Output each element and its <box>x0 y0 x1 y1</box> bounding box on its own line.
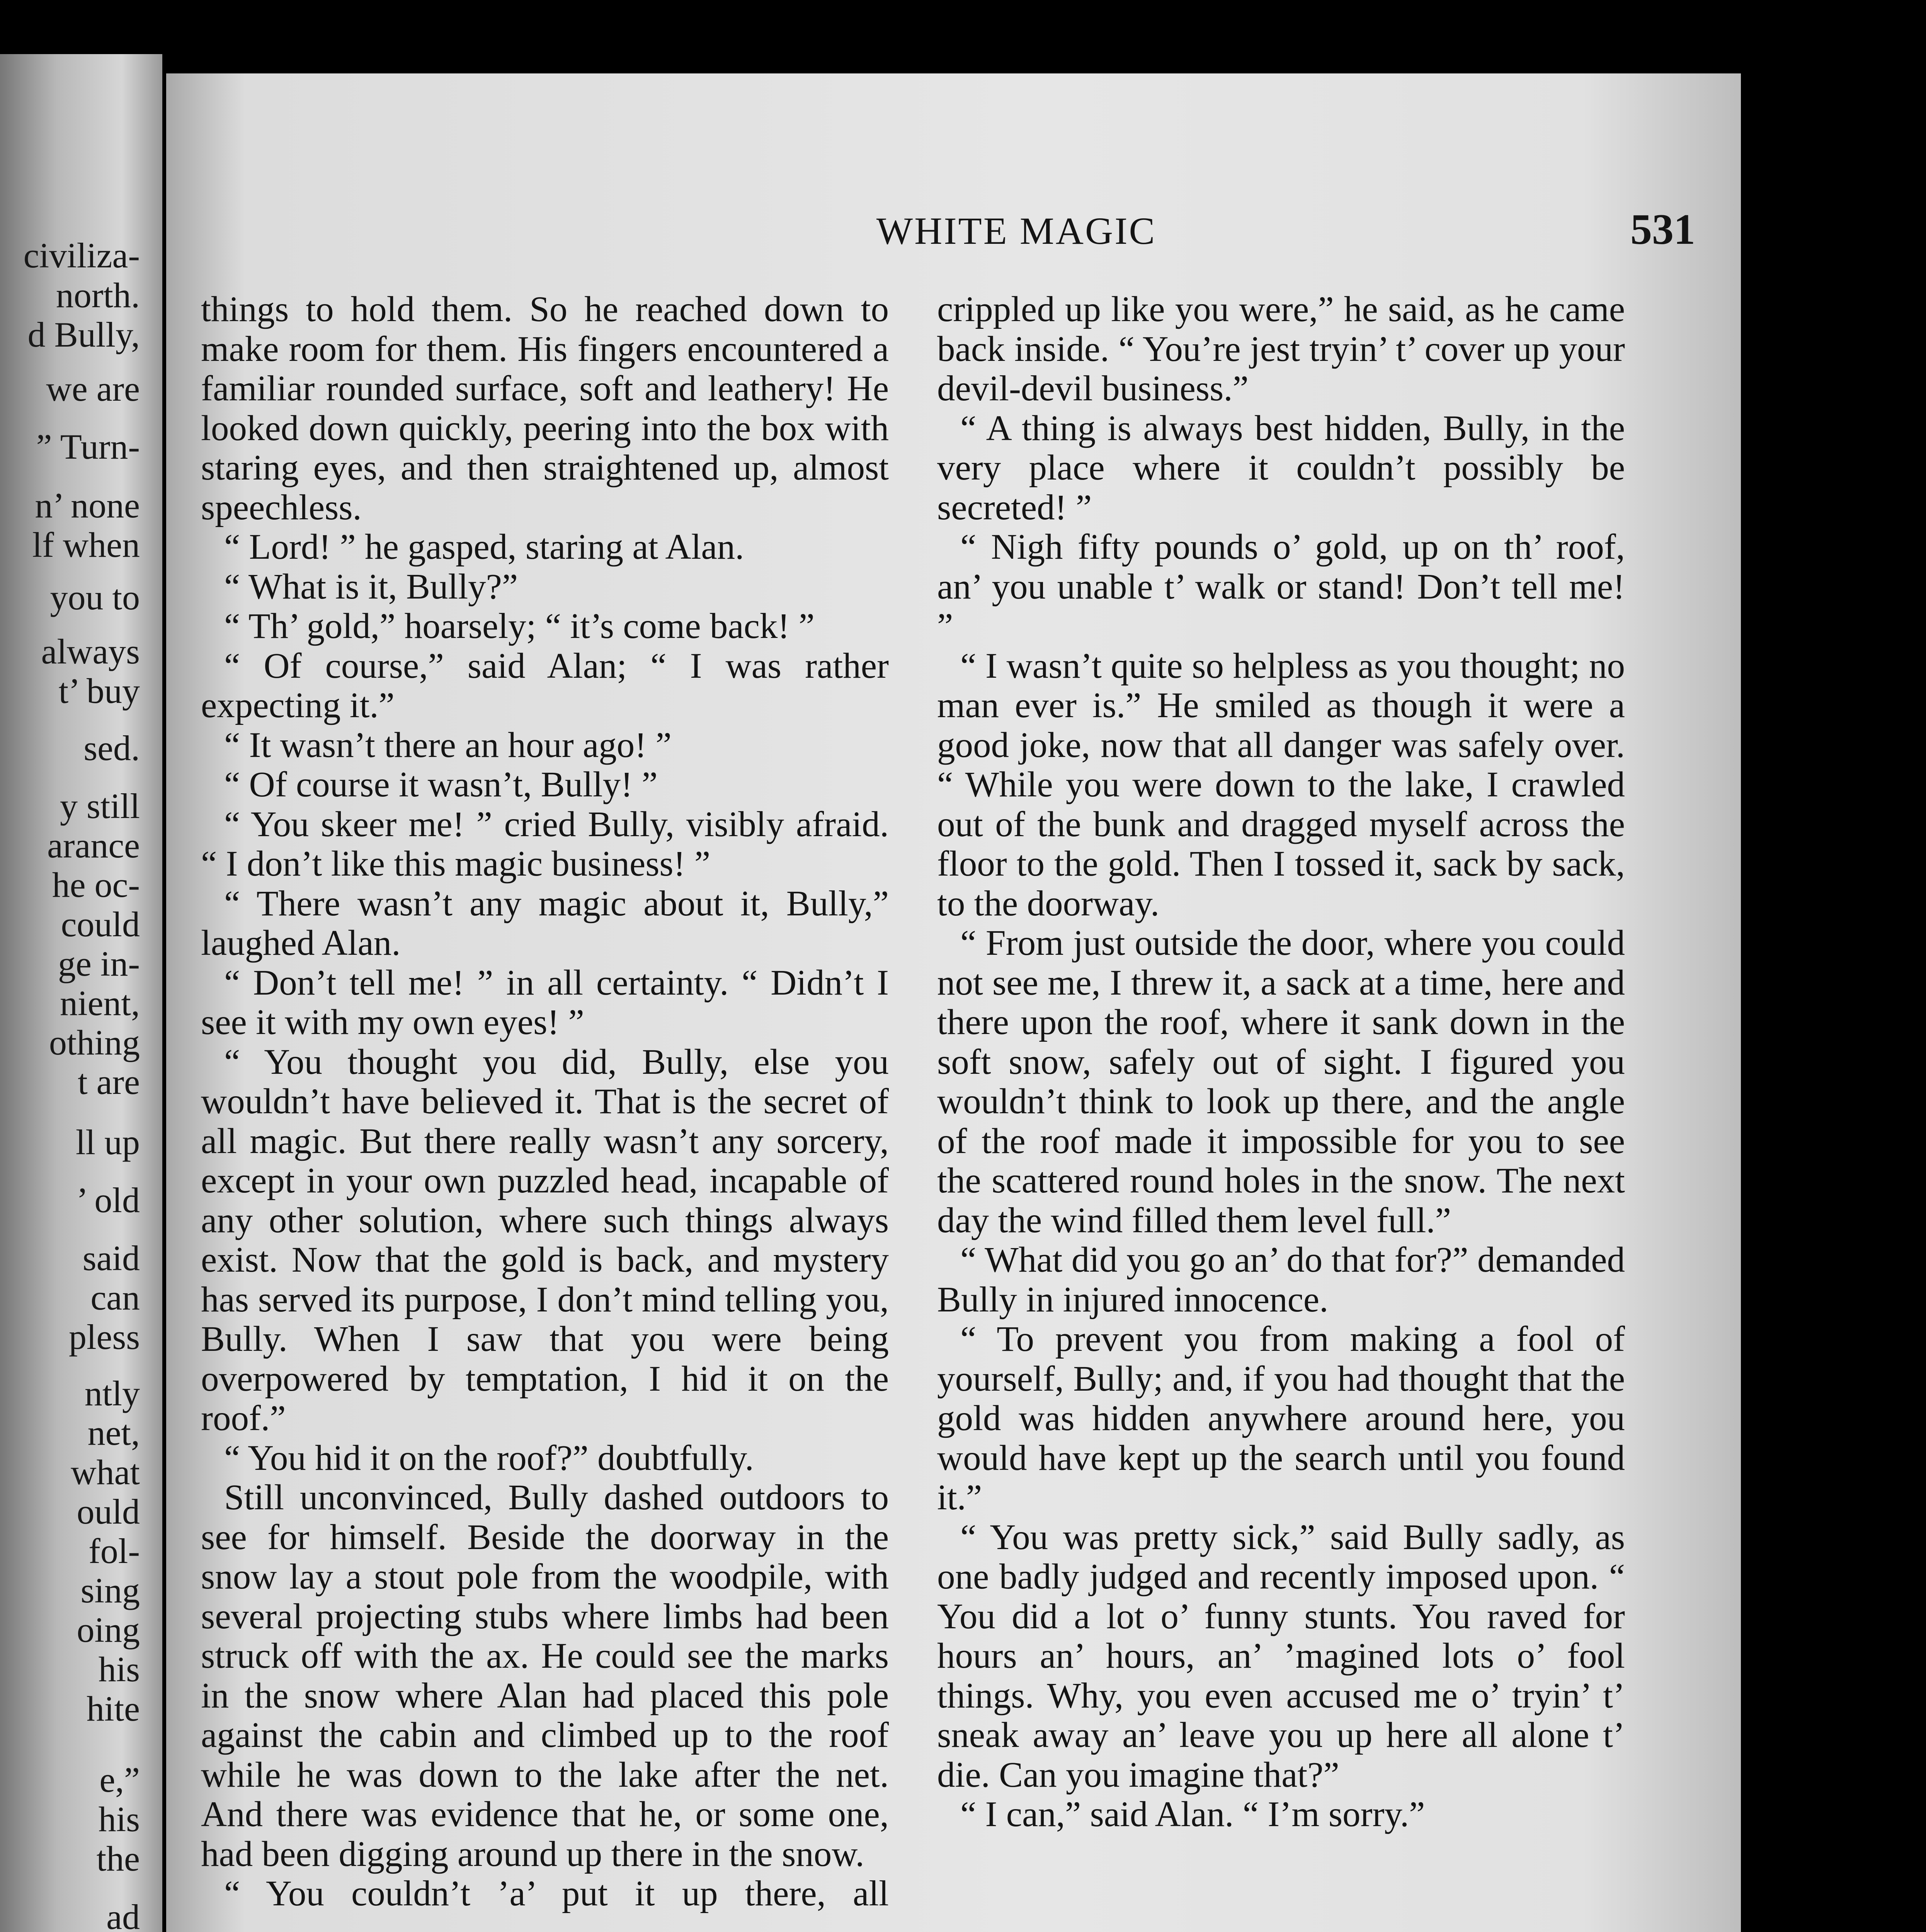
adjacent-page-text-fragment: his <box>98 1799 140 1839</box>
story-paragraph: things to hold them. So he reached down to make room for them. His fingers encountered a familiar rounded surface, soft and leathery! He looked down quickly, peering into the box with staring eyes, and then straightened up, almost speechless. <box>201 289 889 527</box>
adjacent-page-text-fragment: ad <box>106 1897 140 1932</box>
adjacent-page-text-fragment: ge in- <box>58 944 140 983</box>
story-paragraph: “ There wasn’t any magic about it, Bully,” laughed Alan. <box>201 883 889 963</box>
adjacent-page-text-fragment: could <box>61 905 140 944</box>
story-paragraph: “ To prevent you from making a fool of yourself, Bully; and, if you had thought that the gold was hidden anywhere around here, you would have kept up the search until you found it.” <box>937 1319 1625 1517</box>
magazine-page <box>166 73 1741 1932</box>
running-head: WHITE MAGIC <box>876 209 1157 252</box>
story-paragraph: “ You was pretty sick,” said Bully sadly, as one badly judged and recently imposed upon. “ You did a lot o’ funny stunts. You raved for hours an’ hours, an’ ’magined lots o’ fool things. Why, you even accused me o’ tryin’ t’ sneak away an’ leave you up here all alone t’ die. Can you imagine that?” <box>937 1517 1625 1795</box>
adjacent-page-text-fragment: n’ none <box>35 486 140 525</box>
adjacent-page-text-fragment: he oc- <box>52 865 140 905</box>
story-paragraph: crippled up like you were,” he said, as he came back inside. “ You’re jest tryin’ t’ cover up your devil-devil business.” <box>937 289 1625 408</box>
adjacent-page-strip <box>0 54 162 1932</box>
adjacent-page-text-fragment: pless <box>69 1317 140 1357</box>
story-paragraph: “ Don’t tell me! ” in all certainty. “ Didn’t I see it with my own eyes! ” <box>201 963 889 1042</box>
story-paragraph: “ What did you go an’ do that for?” demanded Bully in injured innocence. <box>937 1240 1625 1320</box>
adjacent-page-text-fragment: ntly <box>84 1374 140 1413</box>
adjacent-page-text-fragment: civiliza- <box>23 236 140 275</box>
story-column-left <box>201 290 889 1914</box>
adjacent-page-text-fragment: lf when <box>32 525 140 565</box>
adjacent-page-text-fragment: always <box>41 632 140 671</box>
story-paragraph: “ Nigh fifty pounds o’ gold, up on th’ roof, an’ you unable t’ walk or stand! Don’t tell me! ” <box>937 527 1625 646</box>
adjacent-page-text-fragment: ” Turn- <box>36 427 140 466</box>
adjacent-page-text-fragment: sed. <box>83 728 140 768</box>
adjacent-page-text-fragment: net, <box>87 1413 140 1452</box>
adjacent-page-text-fragment: his <box>98 1650 140 1689</box>
adjacent-page-text-fragment: arance <box>47 826 140 865</box>
story-paragraph: “ From just outside the door, where you could not see me, I threw it, a sack at a time, here and there upon the roof, where it sank down in the soft snow, safely out of sight. I figured you wouldn’t think to look up there, and the angle of the roof made it impossible for you to see the scattered round holes in the snow. The next day the wind filled them level full.” <box>937 923 1625 1240</box>
story-paragraph: “ I can,” said Alan. “ I’m sorry.” <box>960 1794 1425 1834</box>
story-paragraph: “ It wasn’t there an hour ago! ” <box>224 725 672 765</box>
adjacent-page-text-fragment: you to <box>50 578 140 617</box>
adjacent-page-text-fragment: ould <box>77 1492 140 1531</box>
adjacent-page-text-fragment: can <box>90 1278 140 1317</box>
story-paragraph: “ Th’ gold,” hoarsely; “ it’s come back! ” <box>224 606 815 646</box>
adjacent-page-text-fragment: sing <box>80 1571 140 1610</box>
story-paragraph: “ Lord! ” he gasped, staring at Alan. <box>224 527 744 567</box>
story-paragraph: Still unconvinced, Bully dashed outdoors to see for himself. Beside the doorway in the snow lay a stout pole from the woodpile, with several projecting stubs where limbs had been struck off with the ax. He could see the marks in the snow where Alan had placed this pole against the cabin and climbed up to the roof while he was down to the lake after the net. And there was evidence that he, or some one, had been digging around up there in the snow. <box>201 1478 889 1874</box>
adjacent-page-text-fragment: north. <box>56 276 140 315</box>
story-paragraph: “ I wasn’t quite so helpless as you thought; no man ever is.” He smiled as though it were a good joke, now that all danger was safely over. “ While you were down to the lake, I crawled out of the bunk and dragged myself across the floor to the gold. Then I tossed it, sack by sack, to the doorway. <box>937 646 1625 923</box>
page-number: 531 <box>1630 206 1695 253</box>
story-paragraph: “ You hid it on the roof?” doubtfully. <box>224 1438 754 1478</box>
story-paragraph: “ Of course,” said Alan; “ I was rather expecting it.” <box>201 646 889 725</box>
adjacent-page-text-fragment: d Bully, <box>27 315 140 354</box>
adjacent-page-text-fragment: the <box>96 1839 140 1878</box>
story-paragraph: “ You couldn’t ’a’ put it up there, all <box>224 1874 889 1913</box>
adjacent-page-text-fragment: e,” <box>99 1760 140 1799</box>
adjacent-page-text-fragment: y still <box>60 786 140 826</box>
adjacent-page-text-fragment: we are <box>46 369 140 408</box>
story-paragraph: “ What is it, Bully?” <box>224 566 518 607</box>
adjacent-page-text-fragment: said <box>82 1238 140 1278</box>
story-paragraph: “ You thought you did, Bully, else you wouldn’t have believed it. That is the secret of all magic. But there really wasn’t any sorcery, except in your own puzzled head, incapable of any other solution, where such things always exist. Now that the gold is back, and mystery has served its purpose, I don’t mind telling you, Bully. When I saw that you were being overpowered by temptation, I hid it on the roof.” <box>201 1042 889 1438</box>
adjacent-page-text-fragment: t’ buy <box>58 671 140 711</box>
story-paragraph: “ You skeer me! ” cried Bully, visibly afraid. “ I don’t like this magic business! ” <box>201 804 889 884</box>
story-paragraph: “ Of course it wasn’t, Bully! ” <box>224 765 658 804</box>
adjacent-page-text-fragment: hite <box>87 1689 140 1728</box>
adjacent-page-text-fragment: nient, <box>60 983 140 1023</box>
adjacent-page-text-fragment: ll up <box>75 1122 140 1162</box>
adjacent-page-text-fragment: t are <box>78 1062 140 1102</box>
adjacent-page-text-fragment: ’ old <box>76 1180 140 1220</box>
story-paragraph: “ A thing is always best hidden, Bully, in the very place where it couldn’t possibly be secreted! ” <box>937 408 1625 527</box>
adjacent-page-text-fragment: fol- <box>88 1531 140 1571</box>
adjacent-page-text-fragment: what <box>71 1452 140 1492</box>
story-column-right <box>937 290 1625 1835</box>
adjacent-page-text-fragment: othing <box>49 1023 140 1062</box>
adjacent-page-text-fragment: oing <box>77 1610 140 1650</box>
